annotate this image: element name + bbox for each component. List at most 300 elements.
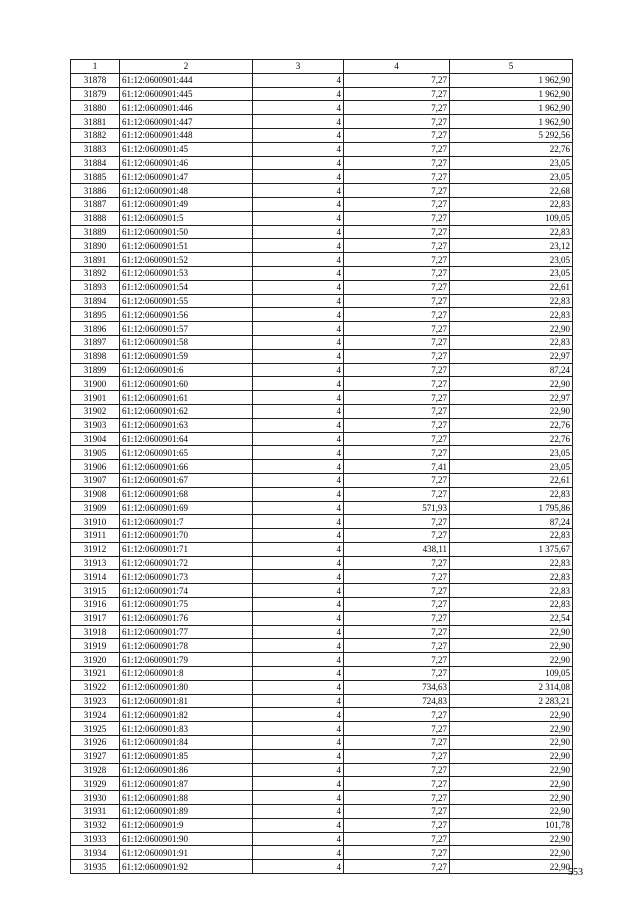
area-value-cell: 7,27 [344,377,450,391]
table-row [71,501,573,515]
column-header-2: 2 [120,60,253,74]
cost-value-cell: 22,83 [450,487,573,501]
cadastral-number-cell: 61:12:0600901:72 [120,556,253,570]
table-row [71,225,573,239]
row-number-cell: 31880 [71,101,120,115]
area-value-cell: 7,27 [344,391,450,405]
cadastral-number-cell: 61:12:0600901:89 [120,805,253,819]
row-number-cell: 31878 [71,73,120,87]
category-code-cell: 4 [253,473,344,487]
row-number-cell: 31903 [71,418,120,432]
row-number-cell: 31905 [71,446,120,460]
cost-value-cell: 22,83 [450,294,573,308]
area-value-cell: 7,27 [344,294,450,308]
cadastral-number-cell: 61:12:0600901:61 [120,391,253,405]
cadastral-number-cell: 61:12:0600901:55 [120,294,253,308]
table-row [71,377,573,391]
row-number-cell: 31911 [71,529,120,543]
cost-value-cell: 22,90 [450,777,573,791]
category-code-cell: 4 [253,363,344,377]
table-row [71,115,573,129]
cadastral-number-cell: 61:12:0600901:75 [120,598,253,612]
row-number-cell: 31927 [71,749,120,763]
table-row [71,515,573,529]
cadastral-table [70,59,573,874]
category-code-cell: 4 [253,515,344,529]
row-number-cell: 31912 [71,542,120,556]
cost-value-cell: 23,05 [450,156,573,170]
area-value-cell: 7,27 [344,239,450,253]
area-value-cell: 7,27 [344,197,450,211]
row-number-cell: 31924 [71,708,120,722]
row-number-cell: 31925 [71,722,120,736]
row-number-cell: 31887 [71,197,120,211]
row-number-cell: 31926 [71,736,120,750]
table-row [71,128,573,142]
cadastral-number-cell: 61:12:0600901:445 [120,87,253,101]
category-code-cell: 4 [253,156,344,170]
row-number-cell: 31913 [71,556,120,570]
cadastral-number-cell: 61:12:0600901:86 [120,763,253,777]
area-value-cell: 7,27 [344,832,450,846]
cadastral-number-cell: 61:12:0600901:76 [120,611,253,625]
area-value-cell: 724,83 [344,694,450,708]
category-code-cell: 4 [253,818,344,832]
table-row [71,584,573,598]
table-row [71,73,573,87]
table-row [71,142,573,156]
cadastral-number-cell: 61:12:0600901:87 [120,777,253,791]
category-code-cell: 4 [253,349,344,363]
cadastral-number-cell: 61:12:0600901:79 [120,653,253,667]
category-code-cell: 4 [253,487,344,501]
cadastral-number-cell: 61:12:0600901:46 [120,156,253,170]
page-number: 553 [568,867,583,878]
category-code-cell: 4 [253,335,344,349]
cost-value-cell: 23,05 [450,460,573,474]
cadastral-number-cell: 61:12:0600901:82 [120,708,253,722]
area-value-cell: 7,27 [344,156,450,170]
cadastral-number-cell: 61:12:0600901:49 [120,197,253,211]
category-code-cell: 4 [253,584,344,598]
table-row [71,349,573,363]
area-value-cell: 7,27 [344,404,450,418]
cadastral-number-cell: 61:12:0600901:78 [120,639,253,653]
cost-value-cell: 22,90 [450,791,573,805]
row-number-cell: 31931 [71,805,120,819]
row-number-cell: 31885 [71,170,120,184]
row-number-cell: 31893 [71,280,120,294]
category-code-cell: 4 [253,73,344,87]
category-code-cell: 4 [253,832,344,846]
area-value-cell: 7,27 [344,570,450,584]
column-header-4: 4 [344,60,450,74]
cadastral-number-cell: 61:12:0600901:57 [120,322,253,336]
cadastral-number-cell: 61:12:0600901:71 [120,542,253,556]
category-code-cell: 4 [253,128,344,142]
table-row [71,280,573,294]
category-code-cell: 4 [253,694,344,708]
row-number-cell: 31908 [71,487,120,501]
area-value-cell: 7,41 [344,460,450,474]
cost-value-cell: 22,83 [450,225,573,239]
cost-value-cell: 22,90 [450,763,573,777]
area-value-cell: 7,27 [344,667,450,681]
row-number-cell: 31898 [71,349,120,363]
cost-value-cell: 22,83 [450,335,573,349]
area-value-cell: 7,27 [344,487,450,501]
table-row [71,653,573,667]
area-value-cell: 7,27 [344,308,450,322]
cost-value-cell: 22,90 [450,846,573,860]
table-row [71,266,573,280]
area-value-cell: 7,27 [344,777,450,791]
cadastral-number-cell: 61:12:0600901:47 [120,170,253,184]
cadastral-number-cell: 61:12:0600901:80 [120,680,253,694]
category-code-cell: 4 [253,418,344,432]
category-code-cell: 4 [253,115,344,129]
category-code-cell: 4 [253,211,344,225]
table-row [71,860,573,874]
cost-value-cell: 22,97 [450,349,573,363]
row-number-cell: 31888 [71,211,120,225]
cost-value-cell: 22,76 [450,432,573,446]
area-value-cell: 7,27 [344,860,450,874]
cadastral-number-cell: 61:12:0600901:62 [120,404,253,418]
cost-value-cell: 2 314,08 [450,680,573,694]
cadastral-number-cell: 61:12:0600901:51 [120,239,253,253]
table-row [71,239,573,253]
row-number-cell: 31910 [71,515,120,529]
category-code-cell: 4 [253,170,344,184]
table-row [71,184,573,198]
area-value-cell: 7,27 [344,818,450,832]
area-value-cell: 7,27 [344,722,450,736]
table-row [71,570,573,584]
category-code-cell: 4 [253,266,344,280]
cadastral-number-cell: 61:12:0600901:447 [120,115,253,129]
cost-value-cell: 22,83 [450,570,573,584]
row-number-cell: 31935 [71,860,120,874]
area-value-cell: 7,27 [344,128,450,142]
table-row [71,432,573,446]
table-row [71,101,573,115]
cost-value-cell: 22,83 [450,529,573,543]
cost-value-cell: 22,90 [450,860,573,874]
area-value-cell: 7,27 [344,515,450,529]
row-number-cell: 31920 [71,653,120,667]
table-row [71,529,573,543]
row-number-cell: 31921 [71,667,120,681]
area-value-cell: 7,27 [344,115,450,129]
cadastral-number-cell: 61:12:0600901:58 [120,335,253,349]
category-code-cell: 4 [253,391,344,405]
category-code-cell: 4 [253,556,344,570]
table-row [71,722,573,736]
row-number-cell: 31881 [71,115,120,129]
category-code-cell: 4 [253,570,344,584]
area-value-cell: 7,27 [344,225,450,239]
table-row [71,694,573,708]
cost-value-cell: 22,83 [450,308,573,322]
table-body [71,73,573,873]
category-code-cell: 4 [253,239,344,253]
category-code-cell: 4 [253,542,344,556]
row-number-cell: 31897 [71,335,120,349]
cadastral-number-cell: 61:12:0600901:73 [120,570,253,584]
area-value-cell: 7,27 [344,349,450,363]
category-code-cell: 4 [253,404,344,418]
area-value-cell: 7,27 [344,791,450,805]
cadastral-number-cell: 61:12:0600901:77 [120,625,253,639]
row-number-cell: 31918 [71,625,120,639]
area-value-cell: 7,27 [344,184,450,198]
cadastral-number-cell: 61:12:0600901:56 [120,308,253,322]
cost-value-cell: 22,90 [450,377,573,391]
table-row [71,170,573,184]
cost-value-cell: 22,90 [450,736,573,750]
area-value-cell: 7,27 [344,87,450,101]
cadastral-number-cell: 61:12:0600901:60 [120,377,253,391]
area-value-cell: 7,27 [344,322,450,336]
area-value-cell: 7,27 [344,253,450,267]
cost-value-cell: 23,12 [450,239,573,253]
row-number-cell: 31899 [71,363,120,377]
table-row [71,391,573,405]
cost-value-cell: 23,05 [450,170,573,184]
table-row [71,418,573,432]
cadastral-number-cell: 61:12:0600901:66 [120,460,253,474]
area-value-cell: 7,27 [344,611,450,625]
table-row [71,87,573,101]
cadastral-number-cell: 61:12:0600901:84 [120,736,253,750]
cadastral-number-cell: 61:12:0600901:45 [120,142,253,156]
cost-value-cell: 22,83 [450,556,573,570]
cadastral-number-cell: 61:12:0600901:68 [120,487,253,501]
cadastral-number-cell: 61:12:0600901:6 [120,363,253,377]
table-row [71,832,573,846]
table-row [71,805,573,819]
table-row [71,818,573,832]
category-code-cell: 4 [253,308,344,322]
row-number-cell: 31933 [71,832,120,846]
row-number-cell: 31922 [71,680,120,694]
cost-value-cell: 1 962,90 [450,115,573,129]
row-number-cell: 31909 [71,501,120,515]
row-number-cell: 31892 [71,266,120,280]
cadastral-number-cell: 61:12:0600901:54 [120,280,253,294]
cadastral-number-cell: 61:12:0600901:65 [120,446,253,460]
area-value-cell: 7,27 [344,805,450,819]
category-code-cell: 4 [253,749,344,763]
table-row [71,791,573,805]
table-row [71,542,573,556]
category-code-cell: 4 [253,860,344,874]
row-number-cell: 31923 [71,694,120,708]
area-value-cell: 7,27 [344,763,450,777]
row-number-cell: 31882 [71,128,120,142]
cadastral-number-cell: 61:12:0600901:85 [120,749,253,763]
area-value-cell: 7,27 [344,211,450,225]
cadastral-number-cell: 61:12:0600901:88 [120,791,253,805]
cadastral-number-cell: 61:12:0600901:64 [120,432,253,446]
area-value-cell: 7,27 [344,418,450,432]
table-row [71,846,573,860]
category-code-cell: 4 [253,142,344,156]
cost-value-cell: 22,61 [450,473,573,487]
area-value-cell: 7,27 [344,529,450,543]
cadastral-number-cell: 61:12:0600901:7 [120,515,253,529]
area-value-cell: 7,27 [344,846,450,860]
table-row [71,197,573,211]
area-value-cell: 7,27 [344,266,450,280]
cadastral-number-cell: 61:12:0600901:67 [120,473,253,487]
row-number-cell: 31932 [71,818,120,832]
cost-value-cell: 22,61 [450,280,573,294]
cost-value-cell: 23,05 [450,253,573,267]
category-code-cell: 4 [253,653,344,667]
table-row [71,253,573,267]
area-value-cell: 734,63 [344,680,450,694]
cost-value-cell: 22,90 [450,708,573,722]
category-code-cell: 4 [253,625,344,639]
category-code-cell: 4 [253,294,344,308]
category-code-cell: 4 [253,280,344,294]
table-row [71,156,573,170]
area-value-cell: 7,27 [344,101,450,115]
row-number-cell: 31879 [71,87,120,101]
cadastral-number-cell: 61:12:0600901:83 [120,722,253,736]
row-number-cell: 31928 [71,763,120,777]
area-value-cell: 7,27 [344,653,450,667]
cadastral-number-cell: 61:12:0600901:9 [120,818,253,832]
table-row [71,639,573,653]
cost-value-cell: 22,90 [450,625,573,639]
category-code-cell: 4 [253,225,344,239]
area-value-cell: 7,27 [344,170,450,184]
row-number-cell: 31883 [71,142,120,156]
category-code-cell: 4 [253,197,344,211]
cost-value-cell: 2 283,21 [450,694,573,708]
cost-value-cell: 101,78 [450,818,573,832]
area-value-cell: 7,27 [344,142,450,156]
table-row [71,667,573,681]
cadastral-number-cell: 61:12:0600901:53 [120,266,253,280]
row-number-cell: 31901 [71,391,120,405]
table-row [71,460,573,474]
cost-value-cell: 22,90 [450,404,573,418]
table-row [71,625,573,639]
cost-value-cell: 22,83 [450,598,573,612]
cadastral-number-cell: 61:12:0600901:448 [120,128,253,142]
row-number-cell: 31891 [71,253,120,267]
row-number-cell: 31930 [71,791,120,805]
area-value-cell: 7,27 [344,708,450,722]
area-value-cell: 571,93 [344,501,450,515]
row-number-cell: 31890 [71,239,120,253]
cadastral-number-cell: 61:12:0600901:90 [120,832,253,846]
cadastral-number-cell: 61:12:0600901:52 [120,253,253,267]
cost-value-cell: 22,76 [450,142,573,156]
table-row [71,777,573,791]
area-value-cell: 7,27 [344,556,450,570]
table-row [71,680,573,694]
table-header-row [71,60,573,74]
cost-value-cell: 22,90 [450,722,573,736]
area-value-cell: 7,27 [344,432,450,446]
cadastral-number-cell: 61:12:0600901:50 [120,225,253,239]
cost-value-cell: 22,90 [450,322,573,336]
cost-value-cell: 22,90 [450,653,573,667]
column-header-1: 1 [71,60,120,74]
row-number-cell: 31900 [71,377,120,391]
cost-value-cell: 5 292,56 [450,128,573,142]
row-number-cell: 31889 [71,225,120,239]
area-value-cell: 7,27 [344,598,450,612]
cost-value-cell: 109,05 [450,211,573,225]
category-code-cell: 4 [253,529,344,543]
column-header-5: 5 [450,60,573,74]
table-row [71,335,573,349]
cost-value-cell: 22,83 [450,584,573,598]
row-number-cell: 31914 [71,570,120,584]
category-code-cell: 4 [253,846,344,860]
cost-value-cell: 1 962,90 [450,101,573,115]
category-code-cell: 4 [253,680,344,694]
area-value-cell: 7,27 [344,446,450,460]
cost-value-cell: 22,76 [450,418,573,432]
cadastral-number-cell: 61:12:0600901:92 [120,860,253,874]
cost-value-cell: 22,68 [450,184,573,198]
category-code-cell: 4 [253,805,344,819]
category-code-cell: 4 [253,611,344,625]
category-code-cell: 4 [253,667,344,681]
row-number-cell: 31919 [71,639,120,653]
area-value-cell: 7,27 [344,736,450,750]
row-number-cell: 31934 [71,846,120,860]
cost-value-cell: 22,90 [450,639,573,653]
cost-value-cell: 1 962,90 [450,73,573,87]
category-code-cell: 4 [253,501,344,515]
cost-value-cell: 109,05 [450,667,573,681]
category-code-cell: 4 [253,791,344,805]
table-row [71,556,573,570]
table-row [71,294,573,308]
category-code-cell: 4 [253,736,344,750]
row-number-cell: 31917 [71,611,120,625]
category-code-cell: 4 [253,322,344,336]
cost-value-cell: 1 375,67 [450,542,573,556]
cost-value-cell: 1 795,86 [450,501,573,515]
table-row [71,363,573,377]
row-number-cell: 31895 [71,308,120,322]
row-number-cell: 31902 [71,404,120,418]
category-code-cell: 4 [253,598,344,612]
category-code-cell: 4 [253,639,344,653]
cadastral-number-cell: 61:12:0600901:5 [120,211,253,225]
row-number-cell: 31894 [71,294,120,308]
cost-value-cell: 22,54 [450,611,573,625]
cadastral-number-cell: 61:12:0600901:446 [120,101,253,115]
cost-value-cell: 22,90 [450,805,573,819]
cadastral-number-cell: 61:12:0600901:70 [120,529,253,543]
category-code-cell: 4 [253,253,344,267]
category-code-cell: 4 [253,184,344,198]
table-row [71,322,573,336]
cadastral-number-cell: 61:12:0600901:74 [120,584,253,598]
row-number-cell: 31904 [71,432,120,446]
row-number-cell: 31886 [71,184,120,198]
